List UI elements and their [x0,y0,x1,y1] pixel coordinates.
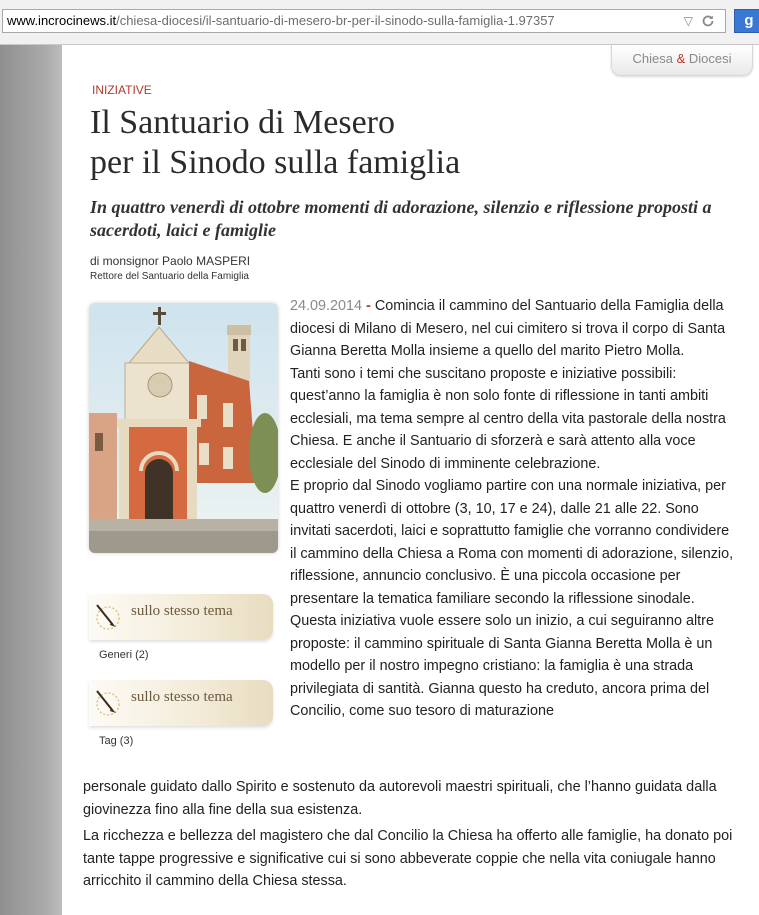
url-path: /chiesa-diocesi/il-santuario-di-mesero-br-per-il-sinodo-sulla-famiglia-1.97357 [116,13,555,28]
related-topic-box[interactable] [89,594,273,640]
related-topic-title: sullo stesso tema [131,603,233,619]
related-topic-box[interactable] [89,680,273,726]
sanctuary-photo [89,303,278,553]
author-role: Rettore del Santuario della Famiglia [90,271,249,282]
category-label[interactable]: INIZIATIVE [92,83,152,97]
quill-icon [93,687,123,717]
section-tab[interactable]: Chiesa & Diocesi [611,45,753,76]
author-line: di monsignor Paolo MASPERI [90,254,251,268]
paragraph: 24.09.2014 - Comincia il cammino del Santuario della Famiglia della diocesi di Milano di Mesero, nel cui cimitero si trova il corpo di Santa Gianna Beretta Molla insieme a quello del marito Pietro Molla. [290,298,726,359]
related-link-generi[interactable]: Generi (2) [99,649,149,661]
reload-icon[interactable] [701,14,715,28]
quill-icon [93,601,123,631]
related-link-tag[interactable]: Tag (3) [99,735,134,747]
article-subtitle: In quattro venerdì di ottobre momenti di adorazione, silenzio e riflessione proposti a sacerdoti, laici e famiglie [90,197,712,240]
article-page [62,45,759,915]
browser-toolbar [0,0,759,45]
search-engine-button[interactable]: g [734,9,759,33]
article-body [290,295,738,723]
address-bar[interactable] [2,9,726,33]
page-margin [0,45,62,915]
dropdown-arrow-icon[interactable]: ▽ [683,14,693,28]
page-title: Il Santuario di Mesero per il Sinodo sulla famiglia [90,104,461,181]
publish-date: 24.09.2014 [290,298,363,314]
related-topic-title: sullo stesso tema [131,689,233,705]
paragraph: Tanti sono i temi che suscitano proposte e iniziative possibili: quest’anno la famiglia è non solo fonte di riflessione in tanti ambiti ecclesiali, ma tema sempre al centro della vita pastorale della nostra Chiesa. E anche il Santuario di sforzerà e sarà attento alla voce ecclesiale del Sinodo di imminente celebrazione. [290,365,726,472]
paragraph: La ricchezza e bellezza del magistero che dal Concilio la Chiesa ha offerto alle famiglie, ha donato poi tante tappe progressive e significative cui si sono abbeverate coppie che nella vita coniugale hanno arricchito il cammino della Chiesa stessa. [83,828,733,889]
paragraph: E proprio dal Sinodo vogliamo partire con una normale iniziativa, per quattro venerdì di ottobre (3, 10, 17 e 24), dalle 21 alle 22. Sono invitati sacerdoti, laici e soprattutto famiglie che vorranno condividere il cammino della Chiesa a Roma con momenti di adorazione, silenzio, riflessione, annuncio conclusivo. È una piccola occasione per presentare la tematica familiare secondo la riflessione sinodale. [290,478,734,607]
url-domain: www.incrocinews.it [7,13,117,28]
paragraph-continued: personale guidato dallo Spirito e sostenuto da autorevoli maestri spirituali, che l’hanno guidata dalla giovinezza fino alla fine della sua esistenza. [83,779,717,818]
paragraph: Questa iniziativa vuole essere solo un inizio, a cui seguiranno altre proposte: il cammino spirituale di Santa Gianna Beretta Molla è un modello per il nostro impegno cristiano: la famiglia è una strada privilegiata di santità. Gianna questo ha creduto, ancora prima del Concilio, come suo tesoro di maturazione [290,613,714,719]
